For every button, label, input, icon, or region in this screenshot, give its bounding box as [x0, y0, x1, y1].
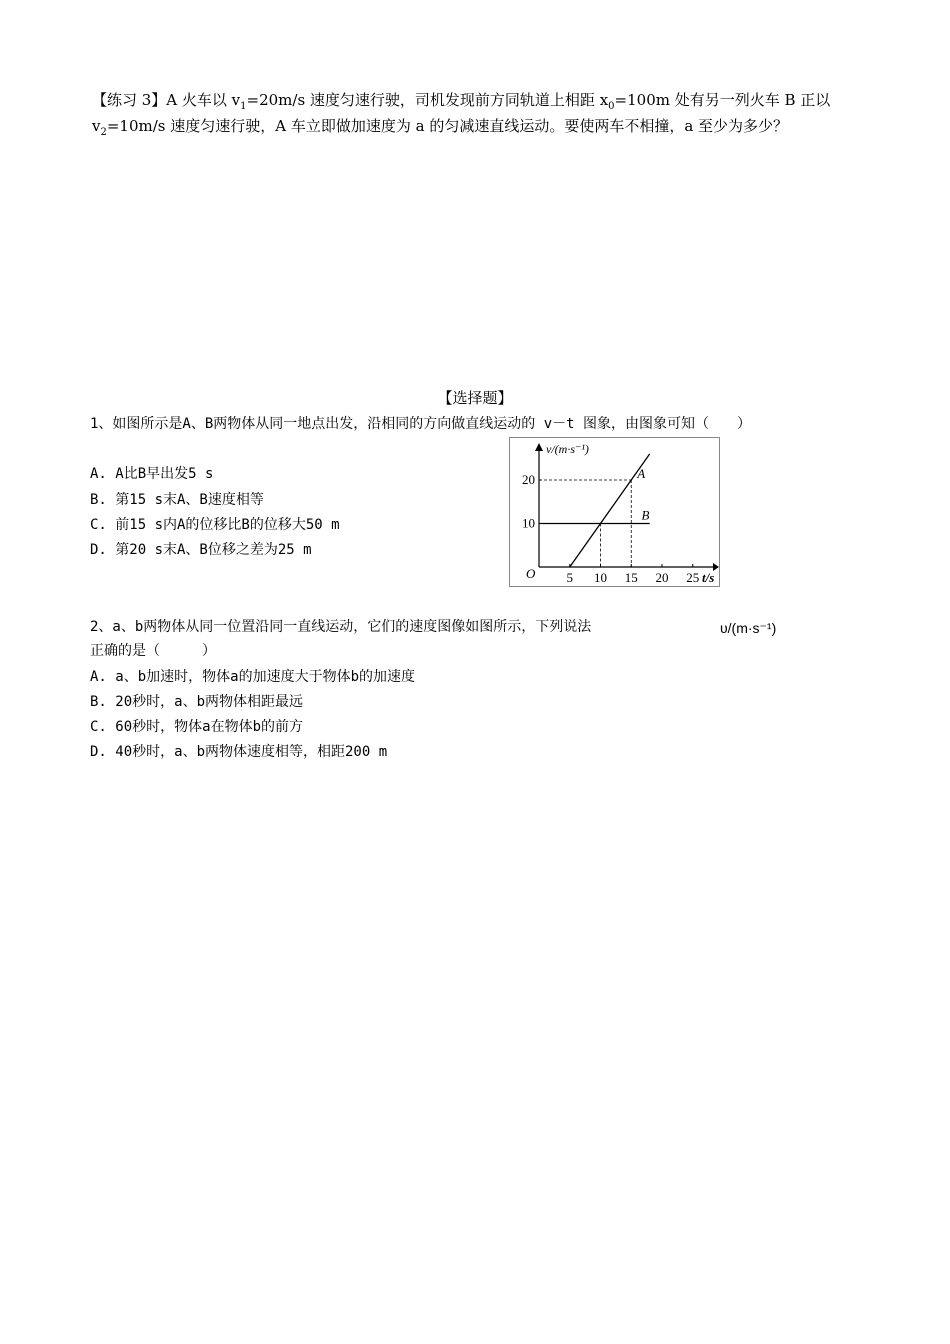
- practice3-text-2: =20m/s 速度匀速行驶，司机发现前方同轨道上相距 x: [246, 91, 609, 109]
- practice3-text-5: =10m/s 速度匀速行驶，A 车立即做加速度为 a 的匀减速直线运动。要使两车不相撞，a 至少为多少？: [106, 117, 789, 135]
- y-tick-label: 10: [522, 515, 535, 531]
- chart-border: [510, 438, 720, 587]
- practice3-text-3: =100m 处有另一列火车 B 正以: [614, 91, 831, 109]
- v1-subscript: 1: [240, 101, 247, 112]
- series-label-B: B: [641, 507, 650, 523]
- series-label-A: A: [637, 466, 646, 481]
- q2-option-c: C. 60秒时，物体a在物体b的前方: [90, 719, 304, 735]
- origin-label: O: [526, 566, 536, 581]
- practice3-line1: [92, 90, 830, 110]
- x-tick-label: 25: [686, 570, 700, 585]
- q1-option-c: C. 前15 s内A的位移比B的位移大50 m: [90, 517, 340, 533]
- q2-option-b: B. 20秒时，a、b两物体相距最远: [90, 694, 304, 710]
- y-tick-label: 20: [522, 472, 535, 487]
- q2-stem-line2: 正确的是（ ）: [90, 643, 216, 659]
- q2-option-d: D. 40秒时，a、b两物体速度相等，相距200 m: [90, 744, 388, 760]
- y-axis-label: v/(m·s⁻¹): [546, 442, 589, 456]
- q1-stem: 1、如图所示是A、B两物体从同一地点出发，沿相同的方向做直线运动的 v－t 图象，由图象可知（ ）: [90, 416, 751, 432]
- x0-subscript: 0: [608, 101, 615, 112]
- section-title: 【选择题】: [437, 389, 513, 407]
- q2-stem-line1: 2、a、b两物体从同一位置沿同一直线运动，它们的速度图像如图所示，下列说法: [90, 619, 592, 635]
- q1-option-b: B. 第15 s末A、B速度相等: [90, 492, 264, 508]
- x-tick-label: 10: [594, 570, 607, 585]
- q1-option-d: D. 第20 s末A、B位移之差为25 m: [90, 542, 312, 558]
- x-axis-label: t/s: [702, 570, 715, 585]
- q1-option-a: A. A比B早出发5 s: [90, 466, 214, 482]
- x-tick-label: 20: [655, 570, 669, 585]
- practice3-text-4: v: [92, 117, 101, 135]
- vt-chart: [509, 437, 720, 587]
- practice3-text-1: 【练习 3】A 火车以 v: [92, 91, 241, 109]
- q2-option-a: A. a、b加速时，物体a的加速度大于物体b的加速度: [90, 669, 415, 685]
- x-tick-label: 15: [624, 570, 638, 585]
- x-tick-label: 5: [566, 570, 573, 585]
- y-axis-arrow: [535, 443, 543, 451]
- q2-axis-label: υ/(m·s⁻¹): [720, 620, 777, 636]
- v2-subscript: 2: [100, 127, 107, 138]
- practice3-line2: [92, 116, 788, 136]
